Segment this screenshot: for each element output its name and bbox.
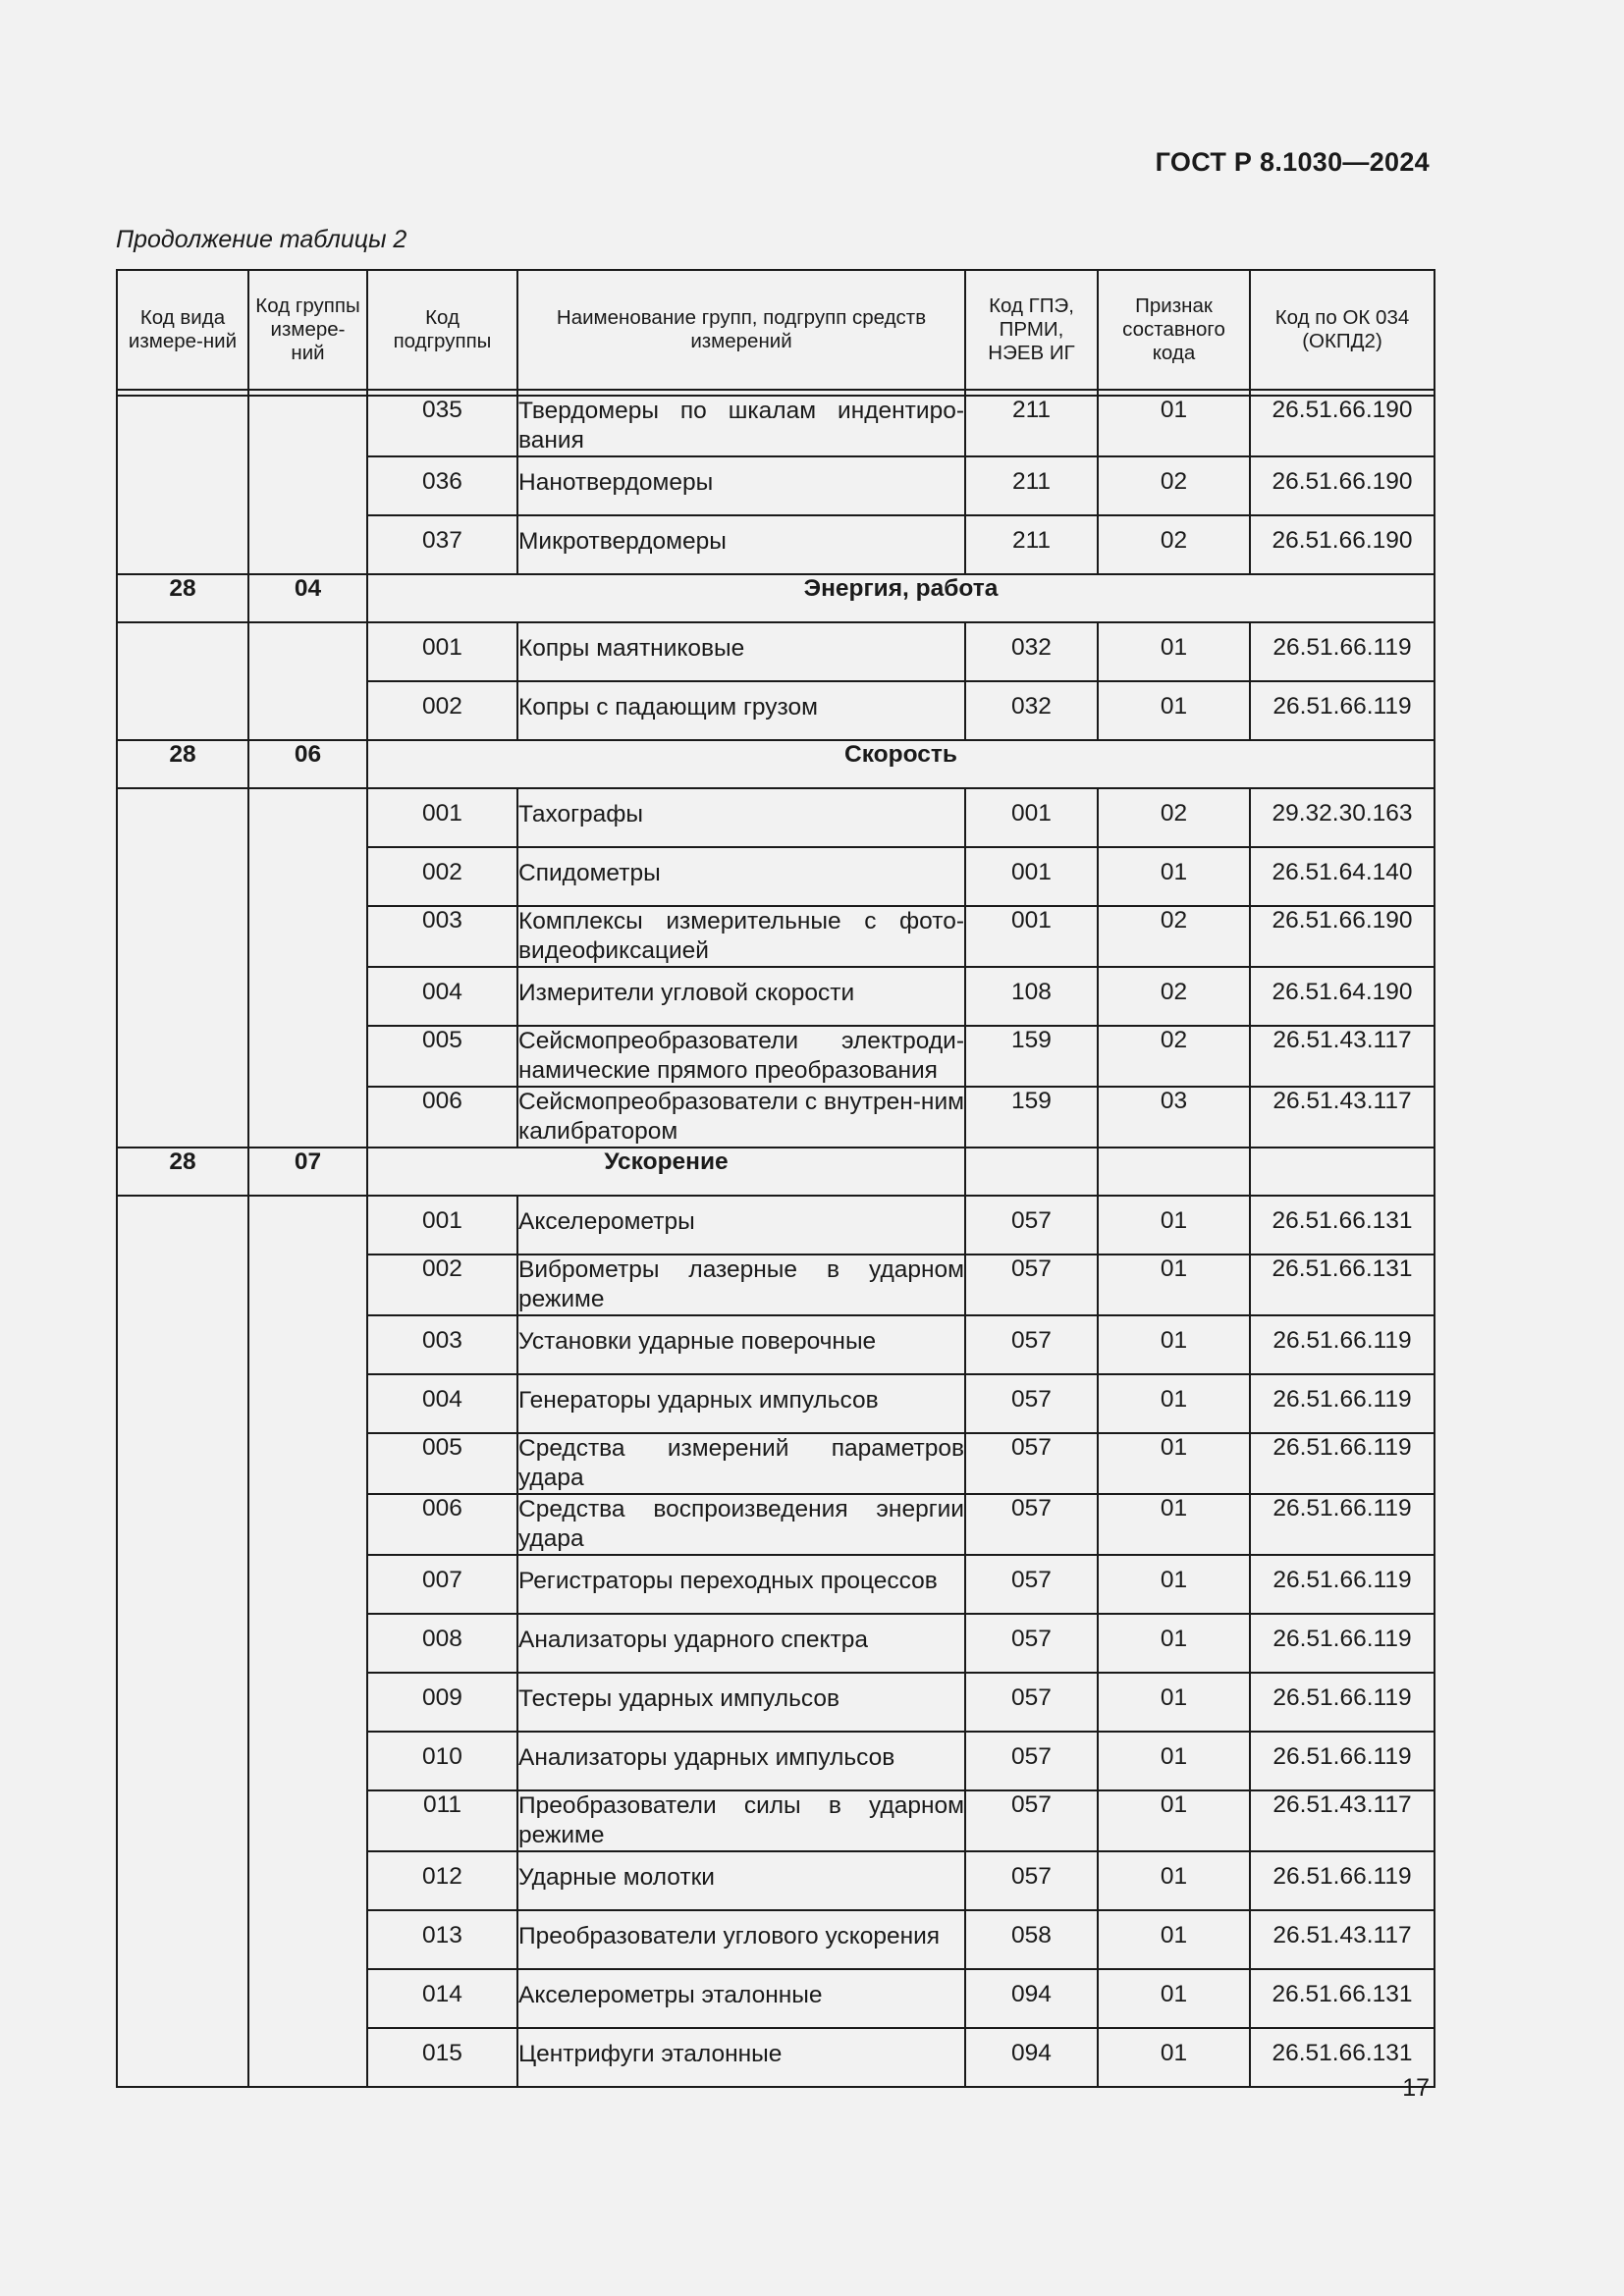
subgroup-code: 006 <box>367 1494 517 1555</box>
group-group-code: 04 <box>248 574 367 622</box>
col-header-kind-code: Код вида измере-ний <box>117 270 248 390</box>
group-row <box>117 574 1435 622</box>
gpe-code: 058 <box>965 1910 1098 1969</box>
table-row <box>117 396 1435 456</box>
gpe-code: 057 <box>965 1494 1098 1555</box>
composite-sign: 01 <box>1098 1969 1250 2028</box>
composite-sign: 01 <box>1098 1255 1250 1315</box>
gpe-code: 057 <box>965 1315 1098 1374</box>
table-row <box>117 788 1435 847</box>
composite-sign: 01 <box>1098 1374 1250 1433</box>
group-row <box>117 1148 1435 1196</box>
subgroup-code: 003 <box>367 906 517 967</box>
gpe-code: 057 <box>965 1614 1098 1673</box>
subgroup-code: 014 <box>367 1969 517 2028</box>
gpe-code: 211 <box>965 396 1098 456</box>
gpe-code: 211 <box>965 515 1098 574</box>
item-name: Средства измерений параметров удара <box>517 1433 965 1494</box>
block-continuation <box>117 396 1435 574</box>
composite-sign: 02 <box>1098 967 1250 1026</box>
composite-sign: 01 <box>1098 1910 1250 1969</box>
group-group-code: 07 <box>248 1148 367 1196</box>
subgroup-code: 037 <box>367 515 517 574</box>
group-acceleration <box>117 1148 1435 2087</box>
subgroup-code: 001 <box>367 788 517 847</box>
item-name: Акселерометры эталонные <box>517 1969 965 2028</box>
okpd-code: 26.51.66.131 <box>1250 1969 1435 2028</box>
item-name: Ударные молотки <box>517 1851 965 1910</box>
gpe-code: 032 <box>965 622 1098 681</box>
okpd-code: 26.51.66.190 <box>1250 396 1435 456</box>
col-header-subgroup-code: Код подгруппы <box>367 270 517 390</box>
composite-sign: 02 <box>1098 906 1250 967</box>
item-name: Тестеры ударных импульсов <box>517 1673 965 1732</box>
okpd-code: 26.51.66.131 <box>1250 1196 1435 1255</box>
okpd-code: 26.51.66.190 <box>1250 456 1435 515</box>
gpe-code: 057 <box>965 1673 1098 1732</box>
group-kind-code: 28 <box>117 740 248 788</box>
subgroup-code: 002 <box>367 681 517 740</box>
col-header-okpd-code: Код по ОК 034 (ОКПД2) <box>1250 270 1435 390</box>
okpd-code: 26.51.66.119 <box>1250 1374 1435 1433</box>
item-name: Сейсмопреобразователи с внутрен-ним калибратором <box>517 1087 965 1148</box>
kind-code-cell <box>117 622 248 740</box>
item-name: Твердомеры по шкалам индентиро-вания <box>517 396 965 456</box>
group-kind-code: 28 <box>117 574 248 622</box>
okpd-code: 26.51.66.119 <box>1250 1851 1435 1910</box>
composite-sign: 01 <box>1098 396 1250 456</box>
col-header-gpe-code: Код ГПЭ, ПРМИ, НЭЕВ ИГ <box>965 270 1098 390</box>
item-name: Спидометры <box>517 847 965 906</box>
item-name: Преобразователи углового ускорения <box>517 1910 965 1969</box>
item-name: Анализаторы ударных импульсов <box>517 1732 965 1790</box>
item-name: Комплексы измерительные с фото-видеофиксацией <box>517 906 965 967</box>
composite-sign: 01 <box>1098 1315 1250 1374</box>
item-name: Регистраторы переходных процессов <box>517 1555 965 1614</box>
okpd-code: 26.51.66.119 <box>1250 681 1435 740</box>
okpd-code: 26.51.66.119 <box>1250 1555 1435 1614</box>
okpd-code: 26.51.43.117 <box>1250 1910 1435 1969</box>
okpd-code: 26.51.66.119 <box>1250 1614 1435 1673</box>
empty-cell <box>965 1148 1098 1196</box>
codes-table <box>116 269 1435 2088</box>
okpd-code: 26.51.66.131 <box>1250 1255 1435 1315</box>
empty-cell <box>1250 1148 1435 1196</box>
composite-sign: 01 <box>1098 2028 1250 2087</box>
subgroup-code: 002 <box>367 847 517 906</box>
group-code-cell <box>248 396 367 574</box>
composite-sign: 01 <box>1098 1732 1250 1790</box>
gpe-code: 057 <box>965 1555 1098 1614</box>
item-name: Тахографы <box>517 788 965 847</box>
gpe-code: 094 <box>965 2028 1098 2087</box>
okpd-code: 26.51.66.190 <box>1250 906 1435 967</box>
table-row <box>117 1196 1435 1255</box>
gpe-code: 057 <box>965 1732 1098 1790</box>
empty-cell <box>1098 1148 1250 1196</box>
item-name: Измерители угловой скорости <box>517 967 965 1026</box>
composite-sign: 01 <box>1098 1555 1250 1614</box>
item-name: Центрифуги эталонные <box>517 2028 965 2087</box>
page-number: 17 <box>1402 2074 1430 2102</box>
gpe-code: 057 <box>965 1196 1098 1255</box>
group-energy <box>117 574 1435 740</box>
composite-sign: 02 <box>1098 788 1250 847</box>
gpe-code: 057 <box>965 1255 1098 1315</box>
composite-sign: 01 <box>1098 1614 1250 1673</box>
kind-code-cell <box>117 1196 248 2087</box>
subgroup-code: 005 <box>367 1026 517 1087</box>
subgroup-code: 004 <box>367 1374 517 1433</box>
composite-sign: 02 <box>1098 456 1250 515</box>
gpe-code: 108 <box>965 967 1098 1026</box>
gpe-code: 057 <box>965 1790 1098 1851</box>
subgroup-code: 001 <box>367 1196 517 1255</box>
gpe-code: 057 <box>965 1374 1098 1433</box>
item-name: Копры с падающим грузом <box>517 681 965 740</box>
okpd-code: 26.51.66.119 <box>1250 1315 1435 1374</box>
document-code: ГОСТ Р 8.1030—2024 <box>1155 147 1430 177</box>
composite-sign: 01 <box>1098 1494 1250 1555</box>
okpd-code: 26.51.64.140 <box>1250 847 1435 906</box>
subgroup-code: 002 <box>367 1255 517 1315</box>
kind-code-cell <box>117 788 248 1148</box>
gpe-code: 001 <box>965 847 1098 906</box>
table-header-row <box>117 270 1435 390</box>
okpd-code: 26.51.66.119 <box>1250 1494 1435 1555</box>
kind-code-cell <box>117 396 248 574</box>
subgroup-code: 013 <box>367 1910 517 1969</box>
subgroup-code: 011 <box>367 1790 517 1851</box>
group-code-cell <box>248 622 367 740</box>
item-name: Нанотвердомеры <box>517 456 965 515</box>
composite-sign: 01 <box>1098 622 1250 681</box>
composite-sign: 01 <box>1098 1673 1250 1732</box>
table-caption: Продолжение таблицы 2 <box>116 226 407 253</box>
composite-sign: 03 <box>1098 1087 1250 1148</box>
subgroup-code: 036 <box>367 456 517 515</box>
col-header-name: Наименование групп, подгрупп средств измерений <box>517 270 965 390</box>
gpe-code: 032 <box>965 681 1098 740</box>
okpd-code: 26.51.66.131 <box>1250 2028 1435 2087</box>
item-name: Средства воспроизведения энергии удара <box>517 1494 965 1555</box>
gpe-code: 094 <box>965 1969 1098 2028</box>
group-title: Скорость <box>367 740 1435 788</box>
group-speed <box>117 740 1435 1148</box>
subgroup-code: 003 <box>367 1315 517 1374</box>
item-name: Преобразователи силы в ударном режиме <box>517 1790 965 1851</box>
okpd-code: 26.51.66.119 <box>1250 1433 1435 1494</box>
subgroup-code: 008 <box>367 1614 517 1673</box>
subgroup-code: 005 <box>367 1433 517 1494</box>
composite-sign: 01 <box>1098 847 1250 906</box>
item-name: Установки ударные поверочные <box>517 1315 965 1374</box>
gpe-code: 057 <box>965 1433 1098 1494</box>
subgroup-code: 010 <box>367 1732 517 1790</box>
gpe-code: 211 <box>965 456 1098 515</box>
subgroup-code: 007 <box>367 1555 517 1614</box>
okpd-code: 26.51.43.117 <box>1250 1087 1435 1148</box>
composite-sign: 01 <box>1098 1433 1250 1494</box>
gpe-code: 001 <box>965 906 1098 967</box>
composite-sign: 02 <box>1098 1026 1250 1087</box>
item-name: Микротвердомеры <box>517 515 965 574</box>
table-row <box>117 622 1435 681</box>
col-header-composite-sign: Признак составного кода <box>1098 270 1250 390</box>
subgroup-code: 035 <box>367 396 517 456</box>
group-kind-code: 28 <box>117 1148 248 1196</box>
subgroup-code: 001 <box>367 622 517 681</box>
subgroup-code: 012 <box>367 1851 517 1910</box>
group-title: Ускорение <box>367 1148 965 1196</box>
composite-sign: 02 <box>1098 515 1250 574</box>
gpe-code: 057 <box>965 1851 1098 1910</box>
okpd-code: 26.51.66.190 <box>1250 515 1435 574</box>
group-code-cell <box>248 1196 367 2087</box>
item-name: Копры маятниковые <box>517 622 965 681</box>
okpd-code: 26.51.66.119 <box>1250 622 1435 681</box>
okpd-code: 26.51.64.190 <box>1250 967 1435 1026</box>
subgroup-code: 009 <box>367 1673 517 1732</box>
group-code-cell <box>248 788 367 1148</box>
col-header-group-code: Код группы измере-ний <box>248 270 367 390</box>
item-name: Виброметры лазерные в ударном режиме <box>517 1255 965 1315</box>
group-group-code: 06 <box>248 740 367 788</box>
composite-sign: 01 <box>1098 1851 1250 1910</box>
item-name: Генераторы ударных импульсов <box>517 1374 965 1433</box>
subgroup-code: 015 <box>367 2028 517 2087</box>
gpe-code: 159 <box>965 1087 1098 1148</box>
okpd-code: 26.51.43.117 <box>1250 1790 1435 1851</box>
item-name: Анализаторы ударного спектра <box>517 1614 965 1673</box>
okpd-code: 26.51.66.119 <box>1250 1732 1435 1790</box>
gpe-code: 001 <box>965 788 1098 847</box>
item-name: Сейсмопреобразователи электроди-намические прямого преобразования <box>517 1026 965 1087</box>
composite-sign: 01 <box>1098 681 1250 740</box>
subgroup-code: 004 <box>367 967 517 1026</box>
item-name: Акселерометры <box>517 1196 965 1255</box>
gpe-code: 159 <box>965 1026 1098 1087</box>
group-title: Энергия, работа <box>367 574 1435 622</box>
subgroup-code: 006 <box>367 1087 517 1148</box>
group-row <box>117 740 1435 788</box>
composite-sign: 01 <box>1098 1790 1250 1851</box>
composite-sign: 01 <box>1098 1196 1250 1255</box>
okpd-code: 26.51.43.117 <box>1250 1026 1435 1087</box>
okpd-code: 29.32.30.163 <box>1250 788 1435 847</box>
okpd-code: 26.51.66.119 <box>1250 1673 1435 1732</box>
